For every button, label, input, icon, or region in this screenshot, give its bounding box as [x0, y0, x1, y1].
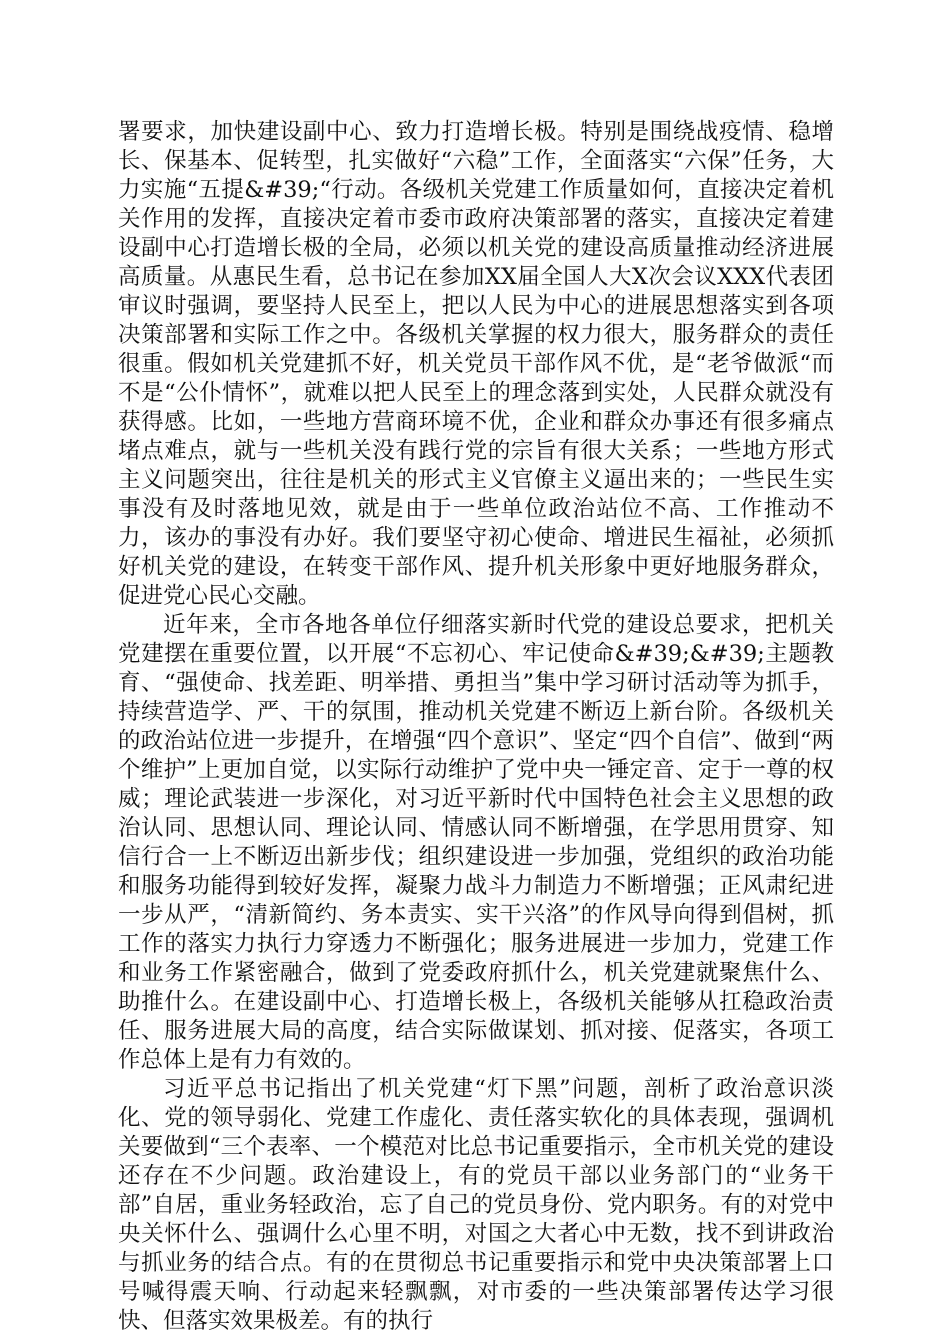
paragraph-1: 署要求，加快建设副中心、致力打造增长极。特别是围绕战疫情、稳增长、保基本、促转型，扎实做好“六稳”工作，全面落实“六保”任务，大力实施“五提&#39;“行动。各级机关党建工作质量如何，直接决定着机关作用的发挥，直接决定着市委市政府决策部署的落实，直接决定着建设副中心打造增长极的全局，必须以机关党的建设高质量推动经济进展高质量。从惠民生看，总书记在参加XX届全国人大X次会议XXX代表团审议时强调，要坚持人民至上，把以人民为中心的进展思想落实到各项决策部署和实际工作之中。各级机关掌握的权力很大，服务群众的责任很重。假如机关党建抓不好，机关党员干部作风不优，是“老爷做派“而不是“公仆情怀”，就难以把人民至上的理念落到实处，人民群众就没有获得感。比如，一些地方营商环境不优，企业和群众办事还有很多痛点堵点难点，就与一些机关没有践行党的宗旨有很大关系；一些地方形式主义问题突出，往往是机关的形式主义官僚主义逼出来的；一些民生实事没有及时落地见效，就是由于一些单位政治站位不高、工作推动不力，该办的事没有办好。我们要坚守初心使命、增进民生福祉，必须抓好机关党的建设，在转变干部作风、提升机关形象中更好地服务群众，促进党心民心交融。 [118, 119, 834, 609]
paragraph-3: 习近平总书记指出了机关党建“灯下黑”问题，剖析了政治意识淡化、党的领导弱化、党建工作虚化、责任落实软化的具体表现，强调机关要做到“三个表率、一个模范对比总书记重要指示，全市机关党的建设还存在不少问题。政治建设上，有的党员干部以业务部门的“业务干部”自居，重业务轻政治，忘了自己的党员身份、党内职务。有的对党中央关怀什么、强调什么心里不明，对国之大者心中无数，找不到讲政治与抓业务的结合点。有的在贯彻总书记重要指示和党中央决策部署上口号喊得震天响、行动起来轻飘飘，对市委的一些决策部署传达学习很快、但落实效果极差。有的执行 [118, 1076, 834, 1334]
paragraph-2: 近年来，全市各地各单位仔细落实新时代党的建设总要求，把机关党建摆在重要位置，以开展“不忘初心、牢记使命&#39;&#39;主题教育、“强使命、找差距、明举措、勇担当”集中学习研讨活动等为抓手，持续营造学、严、干的氛围，推动机关党建不断迈上新台阶。各级机关的政治站位进一步提升，在增强“四个意识”、坚定“四个自信”、做到“两个维护”上更加自觉，以实际行动维护了党中央一锤定音、定于一尊的权威；理论武装进一步深化，对习近平新时代中国特色社会主义思想的政治认同、思想认同、理论认同、情感认同不断增强，在学思用贯穿、知信行合一上不断迈出新步伐；组织建设进一步加强，党组织的政治功能和服务功能得到较好发挥，凝聚力战斗力制造力不断增强；正风肃纪进一步从严，“清新简约、务本责实、实干兴洛”的作风导向得到倡树，抓工作的落实力执行力穿透力不断强化；服务进展进一步加力，党建工作和业务工作紧密融合，做到了党委政府抓什么，机关党建就聚焦什么、助推什么。在建设副中心、打造增长极上，各级机关能够从扛稳政治责任、服务进展大局的高度，结合实际做谋划、抓对接、促落实，各项工作总体上是有力有效的。 [118, 612, 834, 1073]
document-page [118, 118, 834, 1336]
